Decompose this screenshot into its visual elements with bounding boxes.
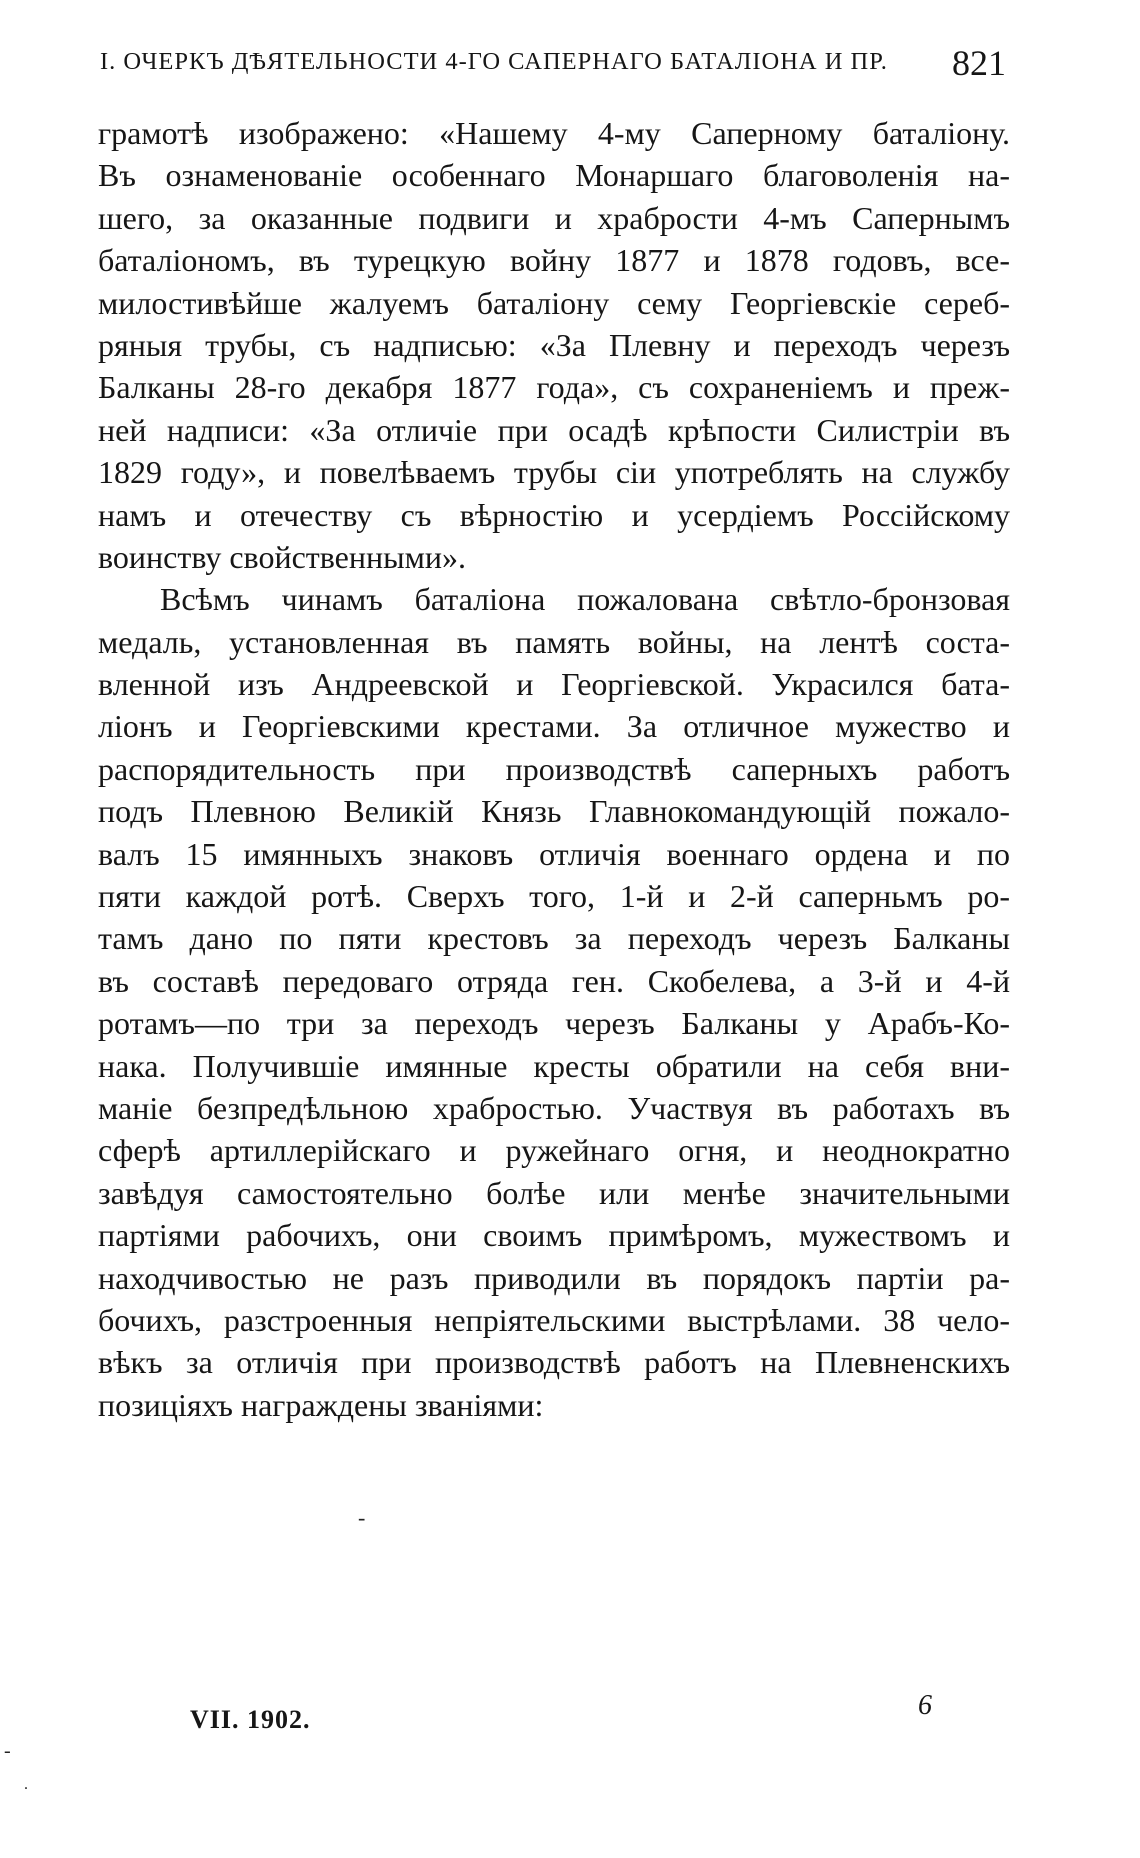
text-line: пяти каждой ротѣ. Сверхъ того, 1-й и 2-й саперньмъ ро- — [98, 878, 1010, 915]
text-line: позиціяхъ награждены званіями: — [98, 1386, 544, 1423]
text-line: медаль, установленная въ память войны, на лентѣ соста- — [98, 623, 1010, 660]
ink-speck: . — [24, 1776, 28, 1793]
text-line: баталіономъ, въ турецкую войну 1877 и 1878 годовъ, все- — [98, 242, 1010, 279]
text-line: распорядительность при производствѣ саперныхъ работъ — [98, 750, 1010, 787]
text-line: маніе безпредѣльною храбростью. Участвуя въ работахъ въ — [98, 1089, 1010, 1126]
text-line: ней надписи: «За отличіе при осадѣ крѣпости Силистріи въ — [98, 411, 1010, 448]
text-line: партіями рабочихъ, они своимъ примѣромъ, мужествомъ и — [98, 1217, 1010, 1254]
text-line: нака. Получившіе имянные кресты обратили на себя вни- — [98, 1047, 1010, 1084]
page-number: 821 — [952, 43, 1006, 83]
text-line: валъ 15 имянныхъ знаковъ отличія военнаго ордена и по — [98, 835, 1010, 872]
running-head-title: I. ОЧЕРКЪ ДѢЯТЕЛЬНОСТИ 4-ГО САПЕРНАГО БАТАЛІОНА И ПР. — [100, 48, 888, 75]
sheet-mark: 6 — [918, 1690, 932, 1721]
ink-speck: - — [4, 1740, 11, 1762]
text-line: ліонъ и Георгіевскими крестами. За отличное мужество и — [98, 708, 1010, 745]
text-line: бочихъ, разстроенныя непріятельскими выстрѣлами. 38 чело- — [98, 1301, 1010, 1338]
printer-signature: VII. 1902. — [190, 1705, 311, 1734]
paragraph-decree-quote — [98, 112, 1010, 578]
text-line: тамъ дано по пяти крестовъ за переходъ черезъ Балканы — [98, 920, 1010, 957]
text-line: находчивостью не разъ приводили въ порядокъ партіи ра- — [98, 1259, 1010, 1296]
body-text — [98, 112, 1010, 1426]
running-head — [100, 42, 1006, 82]
text-line: ряныя трубы, съ надписью: «За Плевну и переходъ черезъ — [98, 326, 1010, 363]
text-line: 1829 году», и повелѣваемъ трубы сіи употреблять на службу — [98, 454, 1010, 491]
text-line: ротамъ—по три за переходъ черезъ Балканы у Арабъ-Ко- — [98, 1005, 1010, 1042]
text-line: воинству свойственными». — [98, 538, 466, 575]
text-line: вленной изъ Андреевской и Георгіевской. Украсился бата- — [98, 666, 1010, 703]
paragraph-awards — [98, 578, 1010, 1426]
text-line: Въ ознаменованіе особеннаго Монаршаго благоволенія на- — [98, 157, 1010, 194]
text-line: Балканы 28-го декабря 1877 года», съ сохраненіемъ и преж- — [98, 369, 1010, 406]
text-line: подъ Плевною Великій Князь Главнокомандующій пожало- — [98, 793, 1010, 830]
text-line: намъ и отечеству съ вѣрностію и усердіемъ Россійскому — [98, 496, 1010, 533]
text-line: шего, за оказанные подвиги и храбрости 4-мъ Сапернымъ — [98, 199, 1010, 236]
text-line: милостивѣйше жалуемъ баталіону сему Георгіевскіе сереб- — [98, 284, 1010, 321]
text-line: въ составѣ передоваго отряда ген. Скобелева, а 3-й и 4-й — [98, 962, 1010, 999]
text-line: Всѣмъ чинамъ баталіона пожалована свѣтло-бронзовая — [160, 581, 1010, 618]
text-line: вѣкъ за отличія при производствѣ работъ на Плевненскихъ — [98, 1344, 1010, 1381]
text-line: грамотѣ изображено: «Нашему 4-му Саперному баталіону. — [98, 115, 1010, 151]
ink-speck: - — [358, 1505, 366, 1530]
text-line: сферѣ артиллерійскаго и ружейнаго огня, и неоднократно — [98, 1132, 1010, 1169]
text-line: завѣдуя самостоятельно болѣе или менѣе значительными — [98, 1174, 1010, 1211]
